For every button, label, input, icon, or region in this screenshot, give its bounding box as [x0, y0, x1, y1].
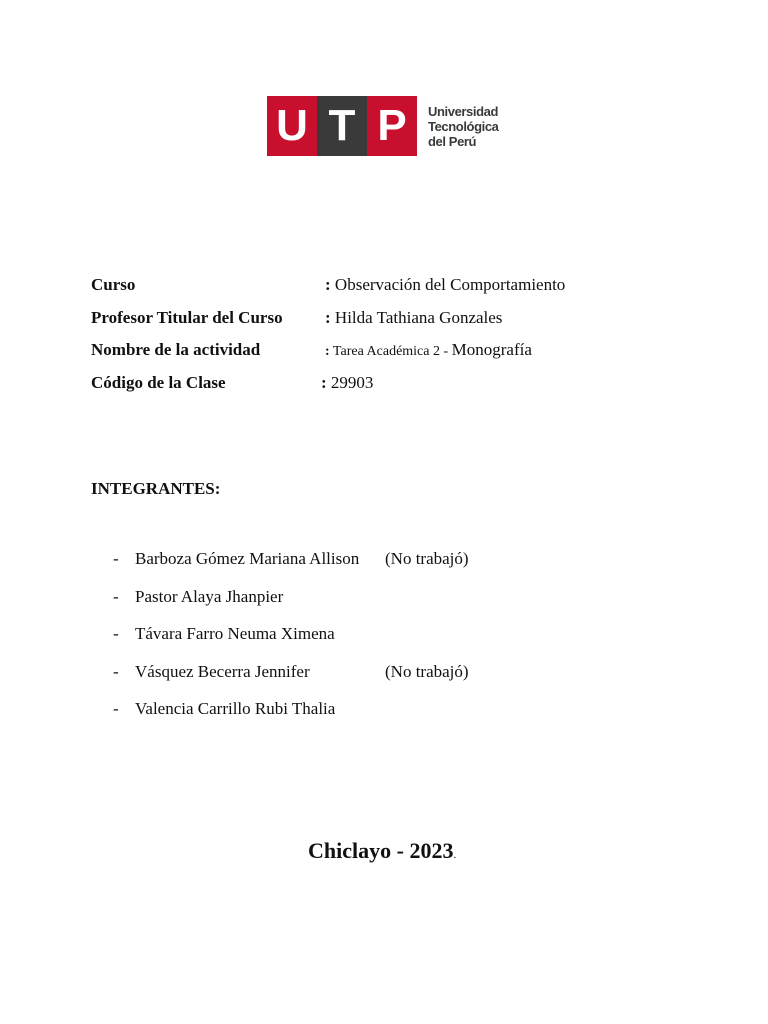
- list-dash: -: [113, 699, 119, 718]
- logo-line-2: Tecnológica: [428, 118, 499, 134]
- info-value: [321, 372, 373, 394]
- info-label: Nombre de la actividad: [91, 340, 261, 359]
- info-colon: :: [321, 372, 327, 392]
- member-note: (No trabajó): [385, 549, 469, 568]
- logo-line-3: del Perú: [428, 133, 477, 149]
- place-year: [308, 837, 456, 869]
- info-label: Profesor Titular del Curso: [91, 307, 283, 327]
- info-value: [325, 339, 532, 363]
- members-title: INTEGRANTES:: [91, 479, 221, 498]
- info-label: Código de la Clase: [91, 372, 226, 392]
- member-note: (No trabajó): [385, 661, 469, 681]
- member-name: Pastor Alaya Jhanpier: [135, 586, 284, 606]
- logo-letter-u: U: [267, 96, 317, 156]
- info-value: [325, 274, 565, 296]
- utp-logo: [267, 96, 498, 156]
- member-name: Valencia Carrillo Rubi Thalia: [135, 699, 336, 718]
- info-label: Curso: [91, 275, 136, 294]
- logo-letter-t: T: [317, 96, 367, 156]
- info-colon: :: [325, 307, 331, 327]
- info-value: [325, 307, 502, 329]
- info-value-text: Tarea Académica 2 -: [329, 344, 452, 359]
- info-value-text: Hilda Tathiana Gonzales: [330, 307, 503, 327]
- info-value-extra: Monografía: [451, 340, 532, 359]
- list-dash: -: [113, 549, 119, 568]
- logo-wordmark: [428, 104, 498, 149]
- list-dash: -: [113, 586, 119, 606]
- info-colon: :: [325, 344, 330, 359]
- member-name: Vásquez Becerra Jennifer: [135, 661, 310, 681]
- info-value-text: Observación del Comportamiento: [330, 275, 566, 294]
- member-name: Távara Farro Neuma Ximena: [135, 624, 335, 643]
- place-year-text: Chiclayo - 2023: [308, 838, 454, 863]
- info-colon: :: [325, 275, 331, 294]
- logo-line-1: Universidad: [428, 103, 499, 119]
- list-dash: -: [113, 624, 119, 643]
- list-dash: -: [113, 661, 119, 681]
- place-year-dot: .: [453, 849, 457, 861]
- info-value-text: 29903: [326, 372, 374, 392]
- member-name: Barboza Gómez Mariana Allison: [135, 549, 360, 568]
- logo-letter-p: P: [367, 96, 417, 156]
